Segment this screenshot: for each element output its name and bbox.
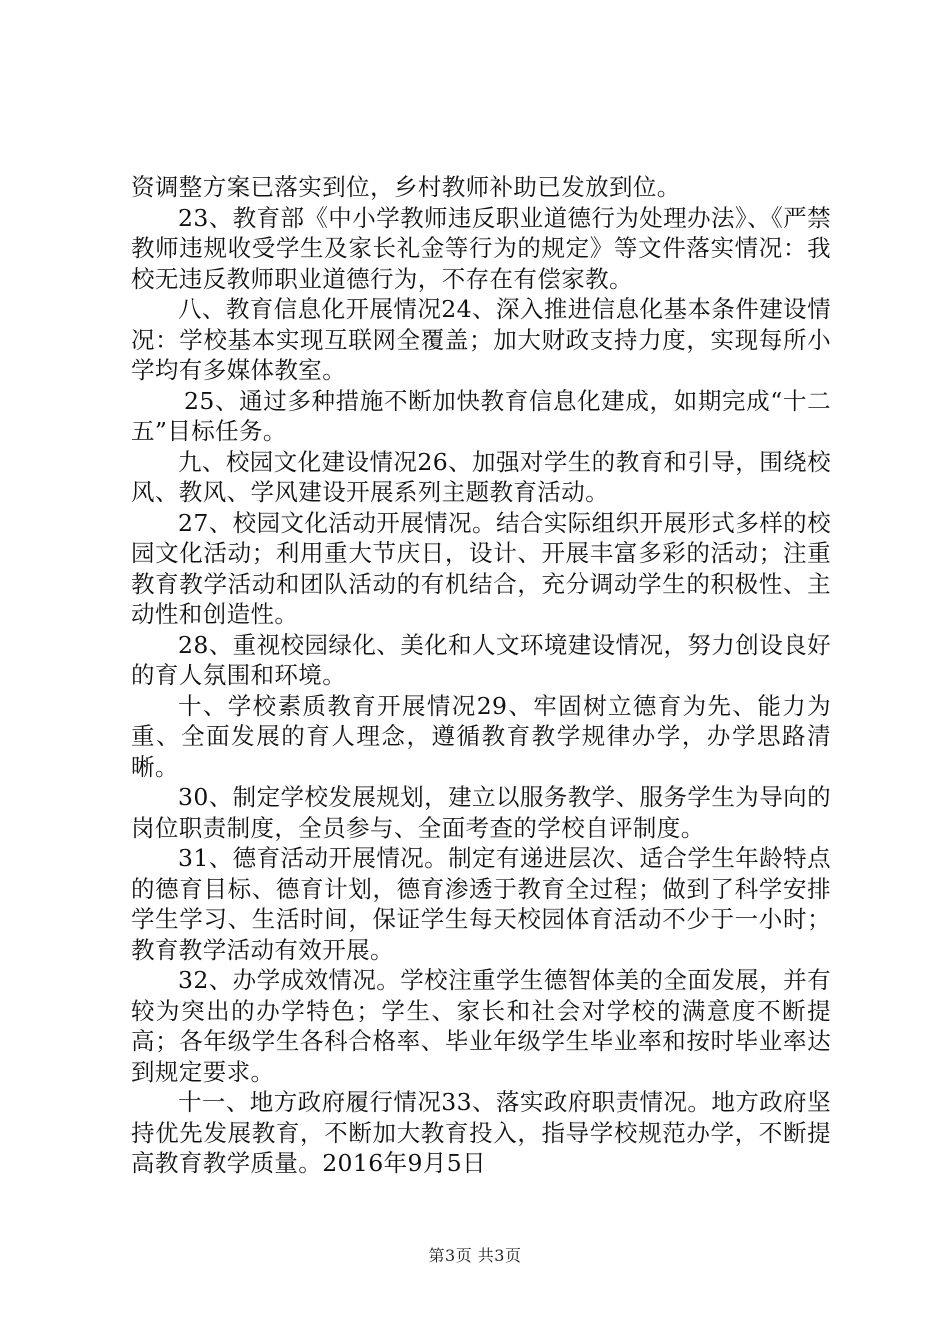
page-footer: 第3页 共3页 bbox=[428, 1246, 522, 1265]
paragraph-item-25: 25、通过多种措施不断加快教育信息化建成，如期完成“十二五”目标任务。 bbox=[131, 386, 831, 445]
paragraph-item-30: 30、制定学校发展规划，建立以服务教学、服务学生为导向的岗位职责制度，全员参与、全面考查的学校自评制度。 bbox=[131, 783, 831, 842]
paragraph-section-9: 九、校园文化建设情况26、加强对学生的教育和引导，围绕校风、教风、学风建设开展系列主题教育活动。 bbox=[131, 447, 831, 506]
paragraph-item-31: 31、德育活动开展情况。制定有递进层次、适合学生年龄特点的德育目标、德育计划，德育渗透于教育全过程；做到了科学安排学生学习、生活时间，保证学生每天校园体育活动不少于一小时；教育教学活动有效开展。 bbox=[131, 844, 831, 964]
paragraph-section-11: 十一、地方政府履行情况33、落实政府职责情况。地方政府坚持优先发展教育，不断加大教育投入，指导学校规范办学，不断提高教育教学质量。2016年9月5日 bbox=[131, 1088, 831, 1177]
paragraph-section-8: 八、教育信息化开展情况24、深入推进信息化基本条件建设情况：学校基本实现互联网全覆盖；加大财政支持力度，实现每所小学均有多媒体教室。 bbox=[131, 295, 831, 384]
paragraph-continuation: 资调整方案已落实到位，乡村教师补助已发放到位。 bbox=[131, 173, 681, 201]
paragraph-item-32: 32、办学成效情况。学校注重学生德智体美的全面发展，并有较为突出的办学特色；学生、家长和社会对学校的满意度不断提高；各年级学生各科合格率、毕业年级学生毕业率和按时毕业率达到规定要求。 bbox=[131, 966, 831, 1086]
paragraph-item-27: 27、校园文化活动开展情况。结合实际组织开展形式多样的校园文化活动；利用重大节庆日，设计、开展丰富多彩的活动；注重教育教学活动和团队活动的有机结合，充分调动学生的积极性、主动性和创造性。 bbox=[131, 508, 831, 628]
paragraph-item-28: 28、重视校园绿化、美化和人文环境建设情况，努力创设良好的育人氛围和环境。 bbox=[131, 630, 831, 689]
document-body bbox=[131, 172, 831, 1179]
paragraph-section-10: 十、学校素质教育开展情况29、牢固树立德育为先、能力为重、全面发展的育人理念，遵循教育教学规律办学，办学思路清晰。 bbox=[131, 691, 831, 781]
paragraph-item-23: 23、教育部《中小学教师违反职业道德行为处理办法》、《严禁教师违规收受学生及家长礼金等行为的规定》等文件落实情况：我校无违反教师职业道德行为，不存在有偿家教。 bbox=[131, 203, 831, 293]
